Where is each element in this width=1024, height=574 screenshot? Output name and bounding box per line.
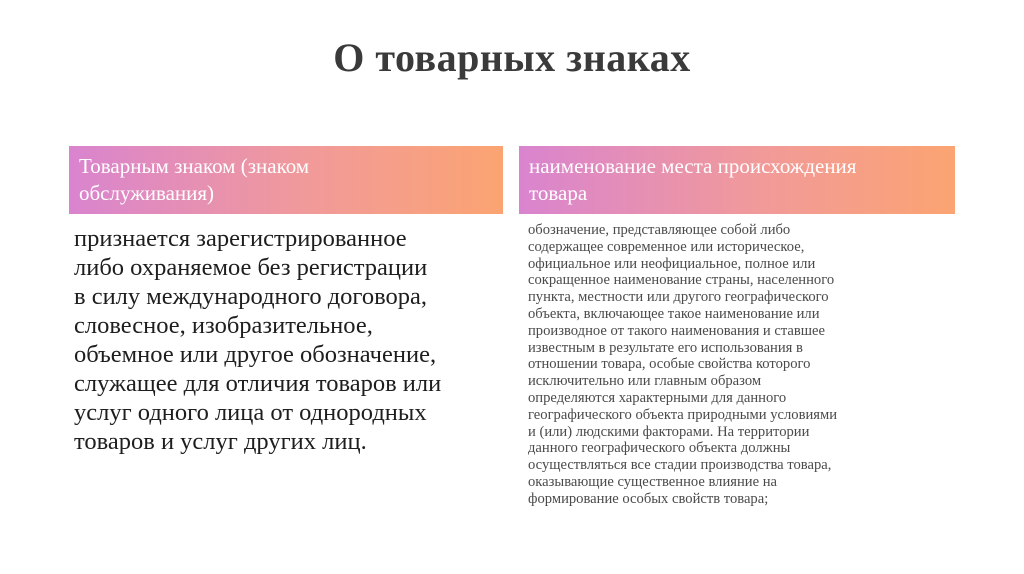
origin-definition-line: сокращенное наименование страны, населенного [528, 272, 835, 289]
trademark-definition-line: служащее для отличия товаров или [74, 370, 442, 397]
trademark-definition-line: признается зарегистрированное [74, 225, 407, 252]
origin-definition-line: данного географического объекта должны [528, 440, 791, 457]
origin-definition-line: и (или) людскими факторами. На территории [528, 423, 810, 440]
origin-definition-line: формирование особых свойств товара; [528, 490, 769, 507]
trademark-definition-line: товаров и услуг других лиц. [74, 428, 367, 455]
origin-header [519, 146, 955, 214]
origin-definition [528, 222, 948, 508]
trademark-header-line-1: Товарным знаком (знаком [79, 154, 310, 178]
origin-definition-line: официальное или неофициальное, полное или [528, 255, 816, 272]
origin-definition-line: объекта, включающее такое наименование или [528, 305, 820, 322]
origin-definition-line: содержащее современное или историческое, [528, 238, 805, 255]
origin-definition-line: определяются характерными для данного [528, 389, 787, 406]
trademark-definition-line: объемное или другое обозначение, [74, 341, 437, 368]
origin-header-line-1: наименование места происхождения [529, 154, 857, 178]
origin-definition-line: оказывающие существенное влияние на [528, 473, 778, 490]
origin-definition-line: пункта, местности или другого географического [528, 289, 829, 306]
origin-definition-line: географического объекта природными условиями [528, 406, 838, 423]
origin-definition-line: осуществляться все стадии производства товара, [528, 457, 832, 474]
trademark-definition-line: словесное, изобразительное, [74, 312, 373, 339]
trademark-definition-line: услуг одного лица от однородных [74, 399, 427, 426]
origin-definition-line: исключительно или главным образом [528, 373, 762, 390]
trademark-header-line-2: обслуживания) [79, 181, 215, 205]
trademark-header [69, 146, 503, 214]
origin-definition-line: обозначение, представляющее собой либо [528, 222, 791, 238]
trademark-definition [74, 224, 506, 456]
origin-header-line-2: товара [529, 181, 588, 205]
origin-definition-line: отношении товара, особые свойства которого [528, 356, 811, 373]
origin-definition-line: известным в результате его использования в [528, 339, 803, 356]
trademark-definition-line: либо охраняемое без регистрации [74, 254, 428, 281]
slide-title: О товарных знаках [333, 35, 691, 80]
origin-definition-line: производное от такого наименования и ставшее [528, 322, 825, 339]
trademark-definition-line: в силу международного договора, [74, 283, 428, 310]
